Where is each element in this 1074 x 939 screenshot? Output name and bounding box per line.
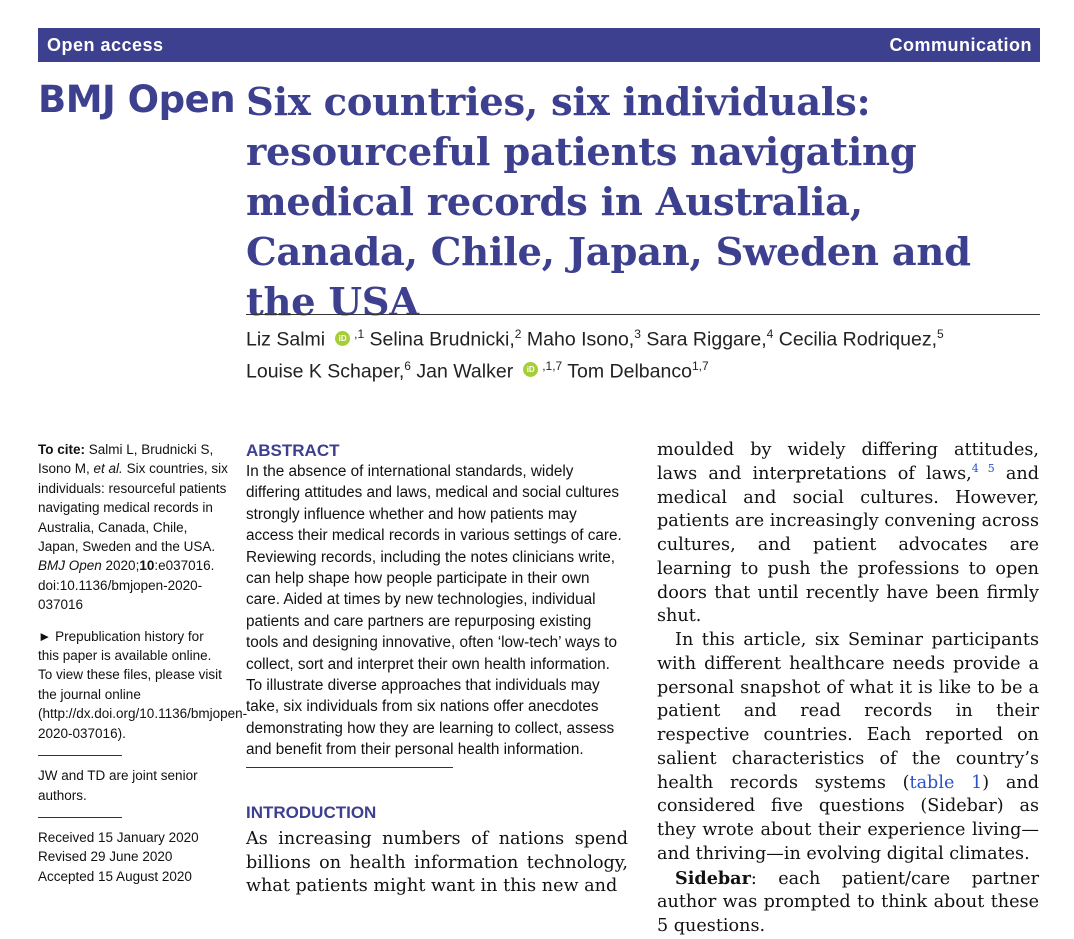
author-name[interactable]: Cecilia Rodriquez,: [773, 328, 937, 351]
affiliation-ref: 5: [936, 327, 944, 341]
abstract-text: In the absence of international standards, widely differing attitudes and laws, medical and social cultures strongly influence whether and how patients may access their medical records in various settings of care. Reviewing records, including the notes clinicians write, can help shape how people participate in their own care. Aided at times by new technologies, individual patients and care partners are repurposing existing tools and designing innovative, often ‘low-tech’ ways to collect, sort and interpret their own health information. To illustrate diverse approaches that individuals may take, six individuals from six nations offer anecdotes demonstrating how they are learning to collect, assess and benefit from their personal health information.: [246, 463, 622, 759]
author-name[interactable]: Jan Walker: [410, 360, 514, 382]
revised-date: Revised 29 June 2020: [38, 849, 173, 865]
sidebar-divider: [38, 755, 122, 756]
author-name[interactable]: Liz Salmi: [246, 328, 326, 351]
affiliation-ref: 1,7: [691, 358, 709, 373]
affiliation-ref: 4: [766, 327, 774, 341]
citation-sidebar: [38, 440, 248, 886]
sidebar-paragraph: Sidebar: each patient/care partner author was prompted to think about these 5 questions.: [657, 867, 1039, 936]
article-title: Six countries, six individuals: resourceful patients navigating medical records in Australia, Canada, Chile, Japan, Sweden and the USA: [246, 80, 971, 325]
body-paragraph: moulded by widely differing attitudes, laws and interpretations of laws,$^{4 5}$ and medical and social cultures. However, patients are increasingly convening across cultures, and patient advocates are learning to push the professions to open doors that until recently have been firmly shut.: [657, 440, 1039, 627]
author-name[interactable]: Maho Isono,: [521, 328, 635, 351]
affiliation-ref: ,1: [354, 327, 365, 341]
author-name[interactable]: Sara Riggare,: [640, 328, 767, 351]
author-name[interactable]: Tom Delbanco: [562, 360, 692, 382]
joint-authors-note: JW and TD are joint senior authors.: [38, 768, 198, 803]
abstract-section: [246, 440, 626, 761]
accepted-date: Accepted 15 August 2020: [38, 868, 192, 884]
author-list: [246, 321, 1046, 384]
abstract-divider: [246, 767, 453, 768]
sidebar-divider: [38, 817, 122, 818]
orcid-icon[interactable]: iD: [335, 331, 350, 346]
open-access-label: Open access: [47, 35, 164, 55]
abstract-heading: ABSTRACT: [246, 441, 340, 460]
received-date: Received 15 January 2020: [38, 829, 199, 845]
introduction-section: [246, 802, 628, 896]
body-column-right: [657, 439, 1039, 936]
affiliation-ref: 2: [514, 327, 522, 341]
article-type-label: Communication: [889, 35, 1032, 55]
prepub-note[interactable]: ► Prepublication history for this paper is available online. To view these files, please visit the journal online (http://dx.doi.org/10.1136/bmjopen-2020-037016).: [38, 628, 248, 741]
header-bar: [38, 28, 1040, 62]
affiliation-ref: ,1,7: [542, 358, 563, 373]
author-name[interactable]: Selina Brudnicki,: [364, 328, 515, 351]
orcid-icon[interactable]: iD: [523, 362, 538, 377]
citation: To cite: Salmi L, Brudnicki S, Isono M, et al. Six countries, six individuals: resourceful patients navigating medical records in Australia, Canada, Chile, Japan, Sweden and the USA. BMJ Open 2020;10:e037016. doi:10.1136/bmjopen-2020-037016: [38, 442, 228, 613]
body-paragraph: In this article, six Seminar participants with different healthcare needs provide a personal snapshot of what it is like to be a patient and read records in their respective countries. Each reported on salient characteristics of the country’s health records systems (table 1) and considered five questions (Sidebar) as they wrote about their experience living—and thriving—in evolving digital climates.: [657, 630, 1039, 864]
journal-logo: BMJ Open: [38, 78, 236, 121]
affiliation-ref: 3: [634, 327, 641, 341]
title-divider: [246, 314, 1040, 315]
affiliation-ref: 6: [404, 358, 411, 373]
introduction-text: As increasing numbers of nations spend billions on health information technology, what patients might want in this new and: [246, 829, 628, 896]
reference-link[interactable]: 4 5: [971, 461, 995, 475]
introduction-heading: INTRODUCTION: [246, 803, 377, 822]
table-link[interactable]: table 1: [909, 772, 983, 793]
author-name[interactable]: Louise K Schaper,: [246, 360, 405, 382]
